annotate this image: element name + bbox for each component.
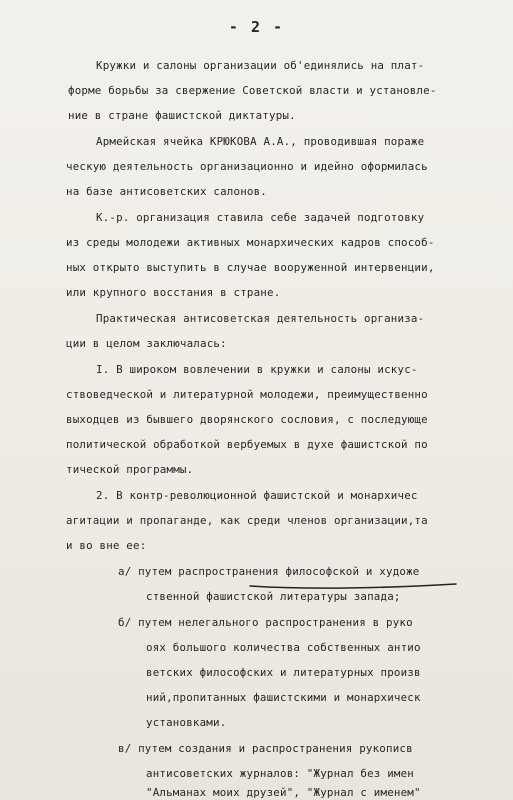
text-line: тической программы. [66, 463, 194, 476]
text-line: ветских философских и литературных произв [146, 666, 421, 679]
text-line: Кружки и салоны организации об'единялись на плат- [96, 59, 425, 72]
page-number: - 2 - [228, 18, 285, 36]
handwritten-underline [248, 580, 458, 590]
text-line: установками. [146, 716, 227, 729]
text-line: антисоветских журналов: "Журнал без имен [146, 767, 415, 780]
text-line: оях большого количества собственных антио [146, 641, 421, 654]
text-line: из среды молодежи активных монархических кадров способ- [66, 236, 435, 249]
text-line: форме борьбы за свержение Советской власти и установле- [68, 84, 437, 97]
text-line: ственной фашистской литературы запада; [146, 590, 401, 603]
text-line: Практическая антисоветская деятельность организа- [96, 312, 425, 325]
text-line: ний,пропитанных фашистскими и монархическ [146, 691, 421, 704]
text-line: ние в стране фашистской диктатуры. [68, 109, 296, 122]
text-line: или крупного восстания в стране. [66, 286, 281, 299]
text-line: б/ путем нелегального распространения в руко [118, 616, 413, 629]
text-line: агитации и пропаганде, как среди членов организации,та [66, 514, 428, 527]
text-line: I. В широком вовлечении в кружки и салоны искус- [96, 363, 418, 376]
text-line: 2. В контр-революционной фашистской и монархичес [96, 489, 418, 502]
text-line: ческую деятельность организационно и идейно оформилась [66, 160, 428, 173]
text-line: в/ путем создания и распространения рукописв [118, 742, 413, 755]
text-line: на базе антисоветских салонов. [66, 185, 268, 198]
text-line: политической обработкой вербуемых в духе фашистской по [66, 438, 428, 451]
text-line: ции в целом заключалась: [66, 337, 227, 350]
text-line: К.-р. организация ставила себе задачей подготовку [96, 211, 425, 224]
text-line: Армейская ячейка КРЮКОВА А.А., проводившая пораже [96, 135, 425, 148]
text-line: и во вне ее: [66, 539, 147, 552]
text-line: ных открыто выступить в случае вооруженной интервенции, [66, 261, 435, 274]
text-line: выходцев из бывшего дворянского сословия, с последующе [66, 413, 428, 426]
text-line: а/ путем распространения философской и художе [118, 565, 420, 578]
text-line: ствоведческой и литературной молодежи, преимущественно [66, 388, 428, 401]
text-line: "Альманах моих друзей", "Журнал с именем" [146, 786, 421, 799]
